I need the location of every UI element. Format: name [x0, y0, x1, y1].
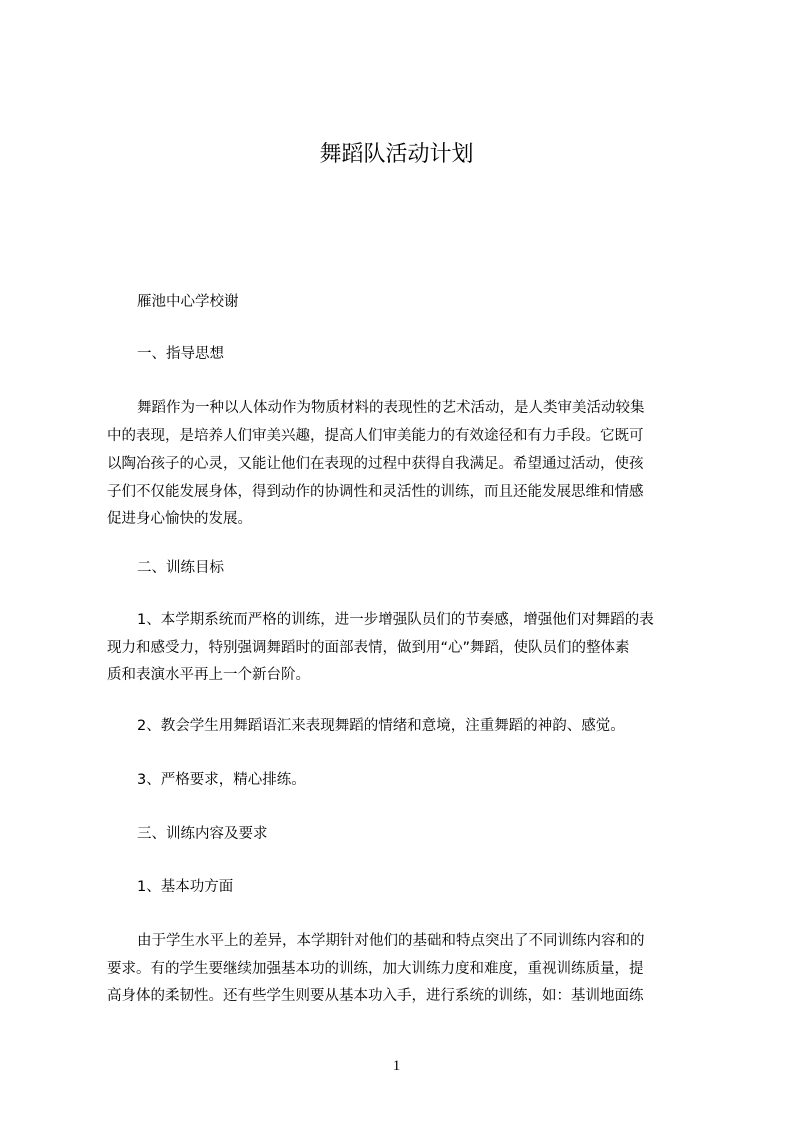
section2-item2: 2、教会学生用舞蹈语汇来表现舞蹈的情绪和意境，注重舞蹈的神韵、感觉。 — [137, 718, 625, 734]
section1-para-line-1: 舞蹈作为一种以人体动作为物质材料的表现性的艺术活动，是人类审美活动较集 — [137, 400, 645, 416]
section2-item1-line-3: 质和表演水平再上一个新台阶。 — [107, 667, 310, 683]
section2-heading: 二、训练目标 — [137, 560, 224, 576]
section3-sub1-para-line-3: 高身体的柔韧性。还有些学生则要从基本功入手，进行系统的训练，如：基训地面练 — [107, 988, 644, 1004]
section2-item3: 3、严格要求，精心排练。 — [137, 772, 306, 788]
section3-heading: 三、训练内容及要求 — [137, 826, 268, 842]
section2-item1-line-1: 1、本学期系统而严格的训练，进一步增强队员们的节奏感，增强他们对舞蹈的表 — [137, 612, 654, 628]
section2-item1-line-2: 现力和感受力，特别强调舞蹈时的面部表情，做到用“心”舞蹈，使队员们的整体素 — [107, 640, 630, 656]
page-number: 1 — [392, 1058, 401, 1074]
section1-para-line-5: 促进身心愉快的发展。 — [107, 511, 252, 527]
section1-para-line-4: 子们不仅能发展身体，得到动作的协调性和灵活性的训练，而且还能发展思维和情感 — [107, 484, 644, 500]
section1-heading: 一、指导思想 — [137, 346, 224, 362]
section1-para-line-3: 以陶冶孩子的心灵，又能让他们在表现的过程中获得自我满足。希望通过活动，使孩 — [107, 456, 644, 472]
section3-sub1-para-line-1: 由于学生水平上的差异，本学期针对他们的基础和特点突出了不同训练内容和的 — [137, 933, 645, 949]
section3-sub1-para-line-2: 要求。有的学生要继续加强基本功的训练，加大训练力度和难度，重视训练质量，提 — [107, 961, 644, 977]
section3-sub1-heading: 1、基本功方面 — [137, 879, 234, 895]
author-line: 雁池中心学校谢 — [137, 294, 239, 310]
document-title: 舞蹈队活动计划 — [319, 142, 474, 167]
section1-para-line-2: 中的表现，是培养人们审美兴趣，提高人们审美能力的有效途径和有力手段。它既可 — [107, 428, 644, 444]
